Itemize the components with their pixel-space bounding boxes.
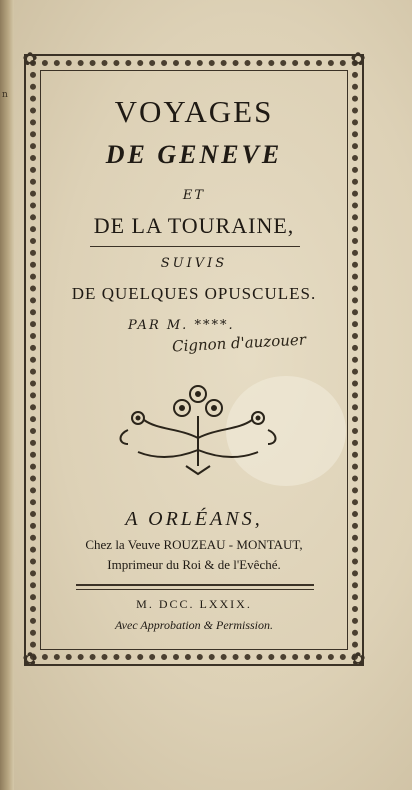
corner-ornament-icon: ✿	[350, 649, 366, 670]
publisher-line: Chez la Veuve ROUZEAU - MONTAUT,	[85, 537, 303, 552]
divider-double	[76, 584, 314, 586]
corner-ornament-icon: ✿	[22, 49, 38, 70]
suivis-text: SUIVIS	[160, 256, 228, 271]
publication-city: A ORLÉANS,	[125, 508, 263, 530]
publication-date: M. DCC. LXXIX.	[136, 597, 252, 611]
book-title: VOYAGES	[114, 94, 274, 129]
conjunction-text: ET	[182, 188, 206, 203]
corner-ornament-icon: ✿	[350, 49, 366, 70]
title-line-3: DE LA TOURAINE,	[93, 213, 295, 238]
opuscules-text: DE QUELQUES OPUSCULES.	[71, 284, 317, 303]
corner-ornament-icon: ✿	[22, 649, 38, 670]
divider-thin	[76, 589, 314, 590]
book-subtitle: DE GENEVE	[105, 140, 283, 169]
gutter-text: n	[2, 90, 8, 100]
printer-line: Imprimeur du Roi & de l'Evêché.	[107, 557, 281, 572]
approbation-line: Avec Approbation & Permission.	[115, 618, 273, 632]
handwritten-signature: Cignon d'auzouer	[171, 330, 307, 356]
book-gutter	[0, 0, 14, 790]
author-line: PAR M. ****.	[128, 318, 235, 333]
divider	[90, 246, 300, 247]
floral-ornament-icon	[108, 378, 288, 478]
